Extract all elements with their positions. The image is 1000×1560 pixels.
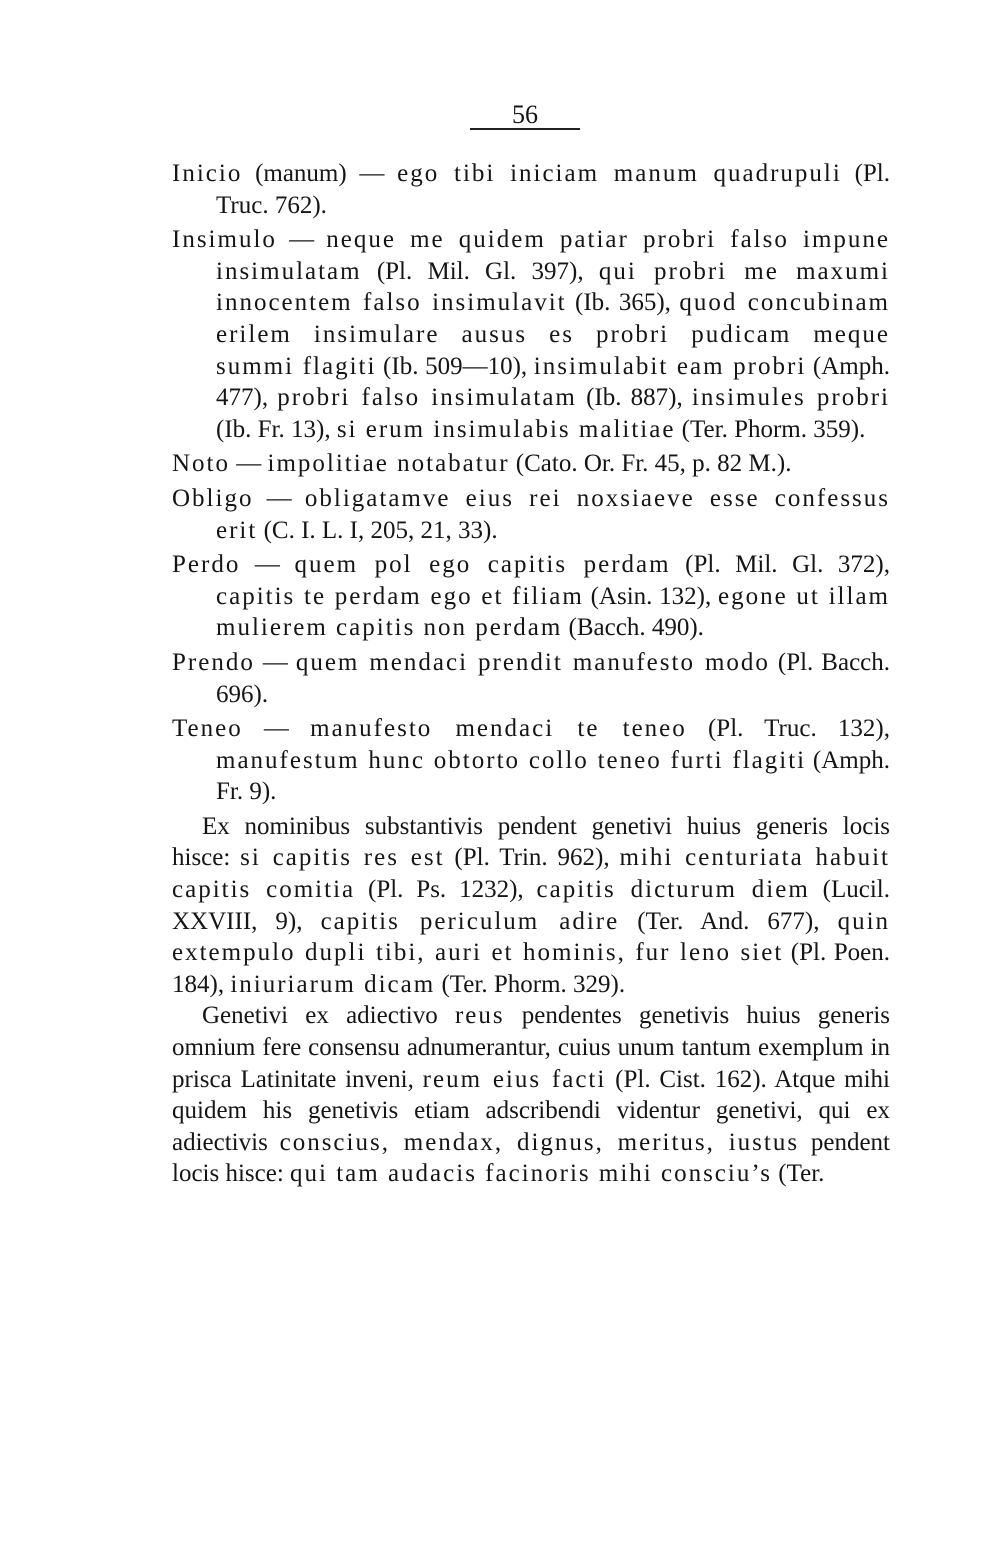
verb-entry bbox=[172, 549, 890, 644]
text-segment: — bbox=[254, 648, 296, 676]
text-segment: (Pl. Poen. 184), bbox=[172, 939, 890, 998]
text-segment: (Amph. Fr. 9). bbox=[216, 746, 890, 806]
text-segment: (Lucil. XXVIII, 9), bbox=[172, 876, 890, 935]
text-segment: — bbox=[242, 715, 311, 743]
spaced-quotation: mihi centuriata habuit capitis comitia bbox=[172, 844, 891, 904]
text-segment: (Ter. And. 677), bbox=[619, 907, 838, 935]
spaced-quotation: egone ut illam mulierem capitis non perdam bbox=[216, 582, 890, 642]
text-segment: (Pl. Mil. Gl. 372), bbox=[670, 551, 891, 579]
paragraph bbox=[172, 1000, 890, 1190]
spaced-quotation: obligatamve eius rei noxsiaeve esse confessus erit bbox=[216, 484, 891, 544]
spaced-quotation: reus bbox=[454, 1002, 505, 1030]
spaced-quotation: manufestum hunc obtorto collo teneo furti flagiti bbox=[216, 746, 807, 774]
text-segment: (Ib. 887), bbox=[576, 384, 692, 412]
spaced-quotation: si capitis res est bbox=[240, 844, 445, 872]
spaced-quotation: quem pol ego capitis perdam bbox=[294, 551, 671, 579]
text-segment: (Cato. Or. Fr. 45, p. 82 M.). bbox=[509, 450, 792, 478]
text-segment: (Ib. 509—10), bbox=[376, 352, 534, 380]
text-segment: (Asin. 132), bbox=[583, 582, 718, 610]
spaced-quotation: neque me quidem patiar probri falso impune insimulatam bbox=[216, 226, 891, 285]
text-segment: (Pl. Cist. 162). Atque mihi quidem his genetivis etiam adscribendi videntur genetivi, qui ex adiectivis bbox=[172, 1065, 890, 1156]
spaced-quotation: Insimulo bbox=[172, 226, 277, 254]
spaced-quotation: quin extempulo dupli tibi, auri et hominis, fur leno siet bbox=[172, 907, 891, 967]
text-segment: (Ib. Fr. 13), bbox=[216, 415, 337, 443]
spaced-quotation: iniuriarum dicam bbox=[230, 970, 436, 998]
text-segment: Ex nominibus substantivis pendent genetivi huius generis locis hisce: bbox=[172, 812, 890, 872]
text-segment: pendent locis hisce: bbox=[172, 1128, 891, 1188]
paragraph bbox=[172, 811, 890, 1001]
text-segment: (Pl. Truc. 132), bbox=[686, 715, 890, 743]
page-number-rule bbox=[470, 128, 580, 130]
text-segment: Genetivi ex adiectivo bbox=[202, 1002, 455, 1030]
spaced-quotation: Inicio bbox=[172, 160, 243, 187]
spaced-quotation: quod concubinam erilem insimulare ausus es probri pudicam meque summi flagiti bbox=[216, 289, 890, 380]
spaced-quotation: qui tam audacis facinoris mihi consciu’s bbox=[290, 1160, 773, 1188]
spaced-quotation: quem mendaci prendit manufesto modo bbox=[295, 648, 770, 676]
text-segment: (Pl. Bacch. 696). bbox=[216, 648, 891, 708]
text-segment: — bbox=[253, 484, 305, 512]
page-number: 56 bbox=[512, 100, 538, 129]
text-segment: (Pl. Mil. Gl. 397), bbox=[361, 257, 599, 285]
verb-entry bbox=[172, 483, 890, 546]
text-segment: (Ter. bbox=[772, 1160, 825, 1188]
text-segment: (Ter. Phorm. 359). bbox=[675, 415, 866, 443]
text-segment: (manum) — bbox=[242, 160, 398, 187]
spaced-quotation: capitis dicturum diem bbox=[536, 876, 810, 904]
spaced-quotation: manufesto mendaci te teneo bbox=[310, 715, 687, 743]
spaced-quotation: Perdo bbox=[172, 551, 241, 579]
spaced-quotation: Teneo bbox=[172, 715, 243, 743]
spaced-quotation: conscius, mendax, dignus, meritus, iustus bbox=[279, 1128, 800, 1156]
spaced-quotation: si erum insimulabis malitiae bbox=[336, 415, 676, 443]
spaced-quotation: reum eius facti bbox=[422, 1065, 607, 1093]
spaced-quotation: Prendo bbox=[172, 648, 255, 676]
spaced-quotation: Obligo bbox=[172, 484, 254, 512]
spaced-quotation: ego tibi iniciam manum quadrupuli bbox=[397, 160, 842, 187]
text-segment: — bbox=[276, 226, 327, 254]
paragraph-list bbox=[172, 811, 890, 1190]
spaced-quotation: Noto bbox=[172, 450, 230, 478]
verb-entry bbox=[172, 448, 890, 480]
spaced-quotation: capitis te perdam ego et filiam bbox=[216, 582, 584, 610]
verb-entry bbox=[172, 224, 890, 445]
spaced-quotation: insimulabit eam probri bbox=[533, 352, 807, 380]
text-segment: (C. I. L. I, 205, 21, 33). bbox=[257, 516, 498, 544]
text-segment: — bbox=[230, 450, 268, 478]
spaced-quotation: insimules probri bbox=[691, 384, 890, 412]
text-segment: — bbox=[240, 551, 295, 579]
text-segment: (Amph. 477), bbox=[216, 352, 890, 412]
text-segment: (Pl. Truc. 762). bbox=[216, 160, 890, 219]
spaced-quotation: impolitiae notabatur bbox=[267, 450, 510, 478]
spaced-quotation: probri falso insimulatam bbox=[277, 384, 577, 412]
spaced-quotation: capitis periculum adire bbox=[320, 907, 620, 935]
verb-entry bbox=[172, 713, 890, 808]
text-block bbox=[172, 158, 890, 1190]
verb-entry-list bbox=[172, 158, 890, 808]
text-segment: (Pl. Trin. 962), bbox=[444, 844, 620, 872]
text-segment: pendentes genetivis huius generis omnium fere consensu adnumerantur, cuius unum tantum exemplum in prisca Latinitate inveni, bbox=[172, 1002, 891, 1093]
verb-entry bbox=[172, 158, 890, 221]
text-segment: (Ter. Phorm. 329). bbox=[435, 970, 626, 998]
spaced-quotation: qui probri me maxumi innocentem falso insimulavit bbox=[216, 257, 890, 317]
verb-entry bbox=[172, 647, 890, 710]
text-segment: (Pl. Ps. 1232), bbox=[355, 876, 537, 904]
text-segment: (Bacch. 490). bbox=[562, 614, 704, 642]
text-segment: (Ib. 365), bbox=[566, 289, 680, 317]
